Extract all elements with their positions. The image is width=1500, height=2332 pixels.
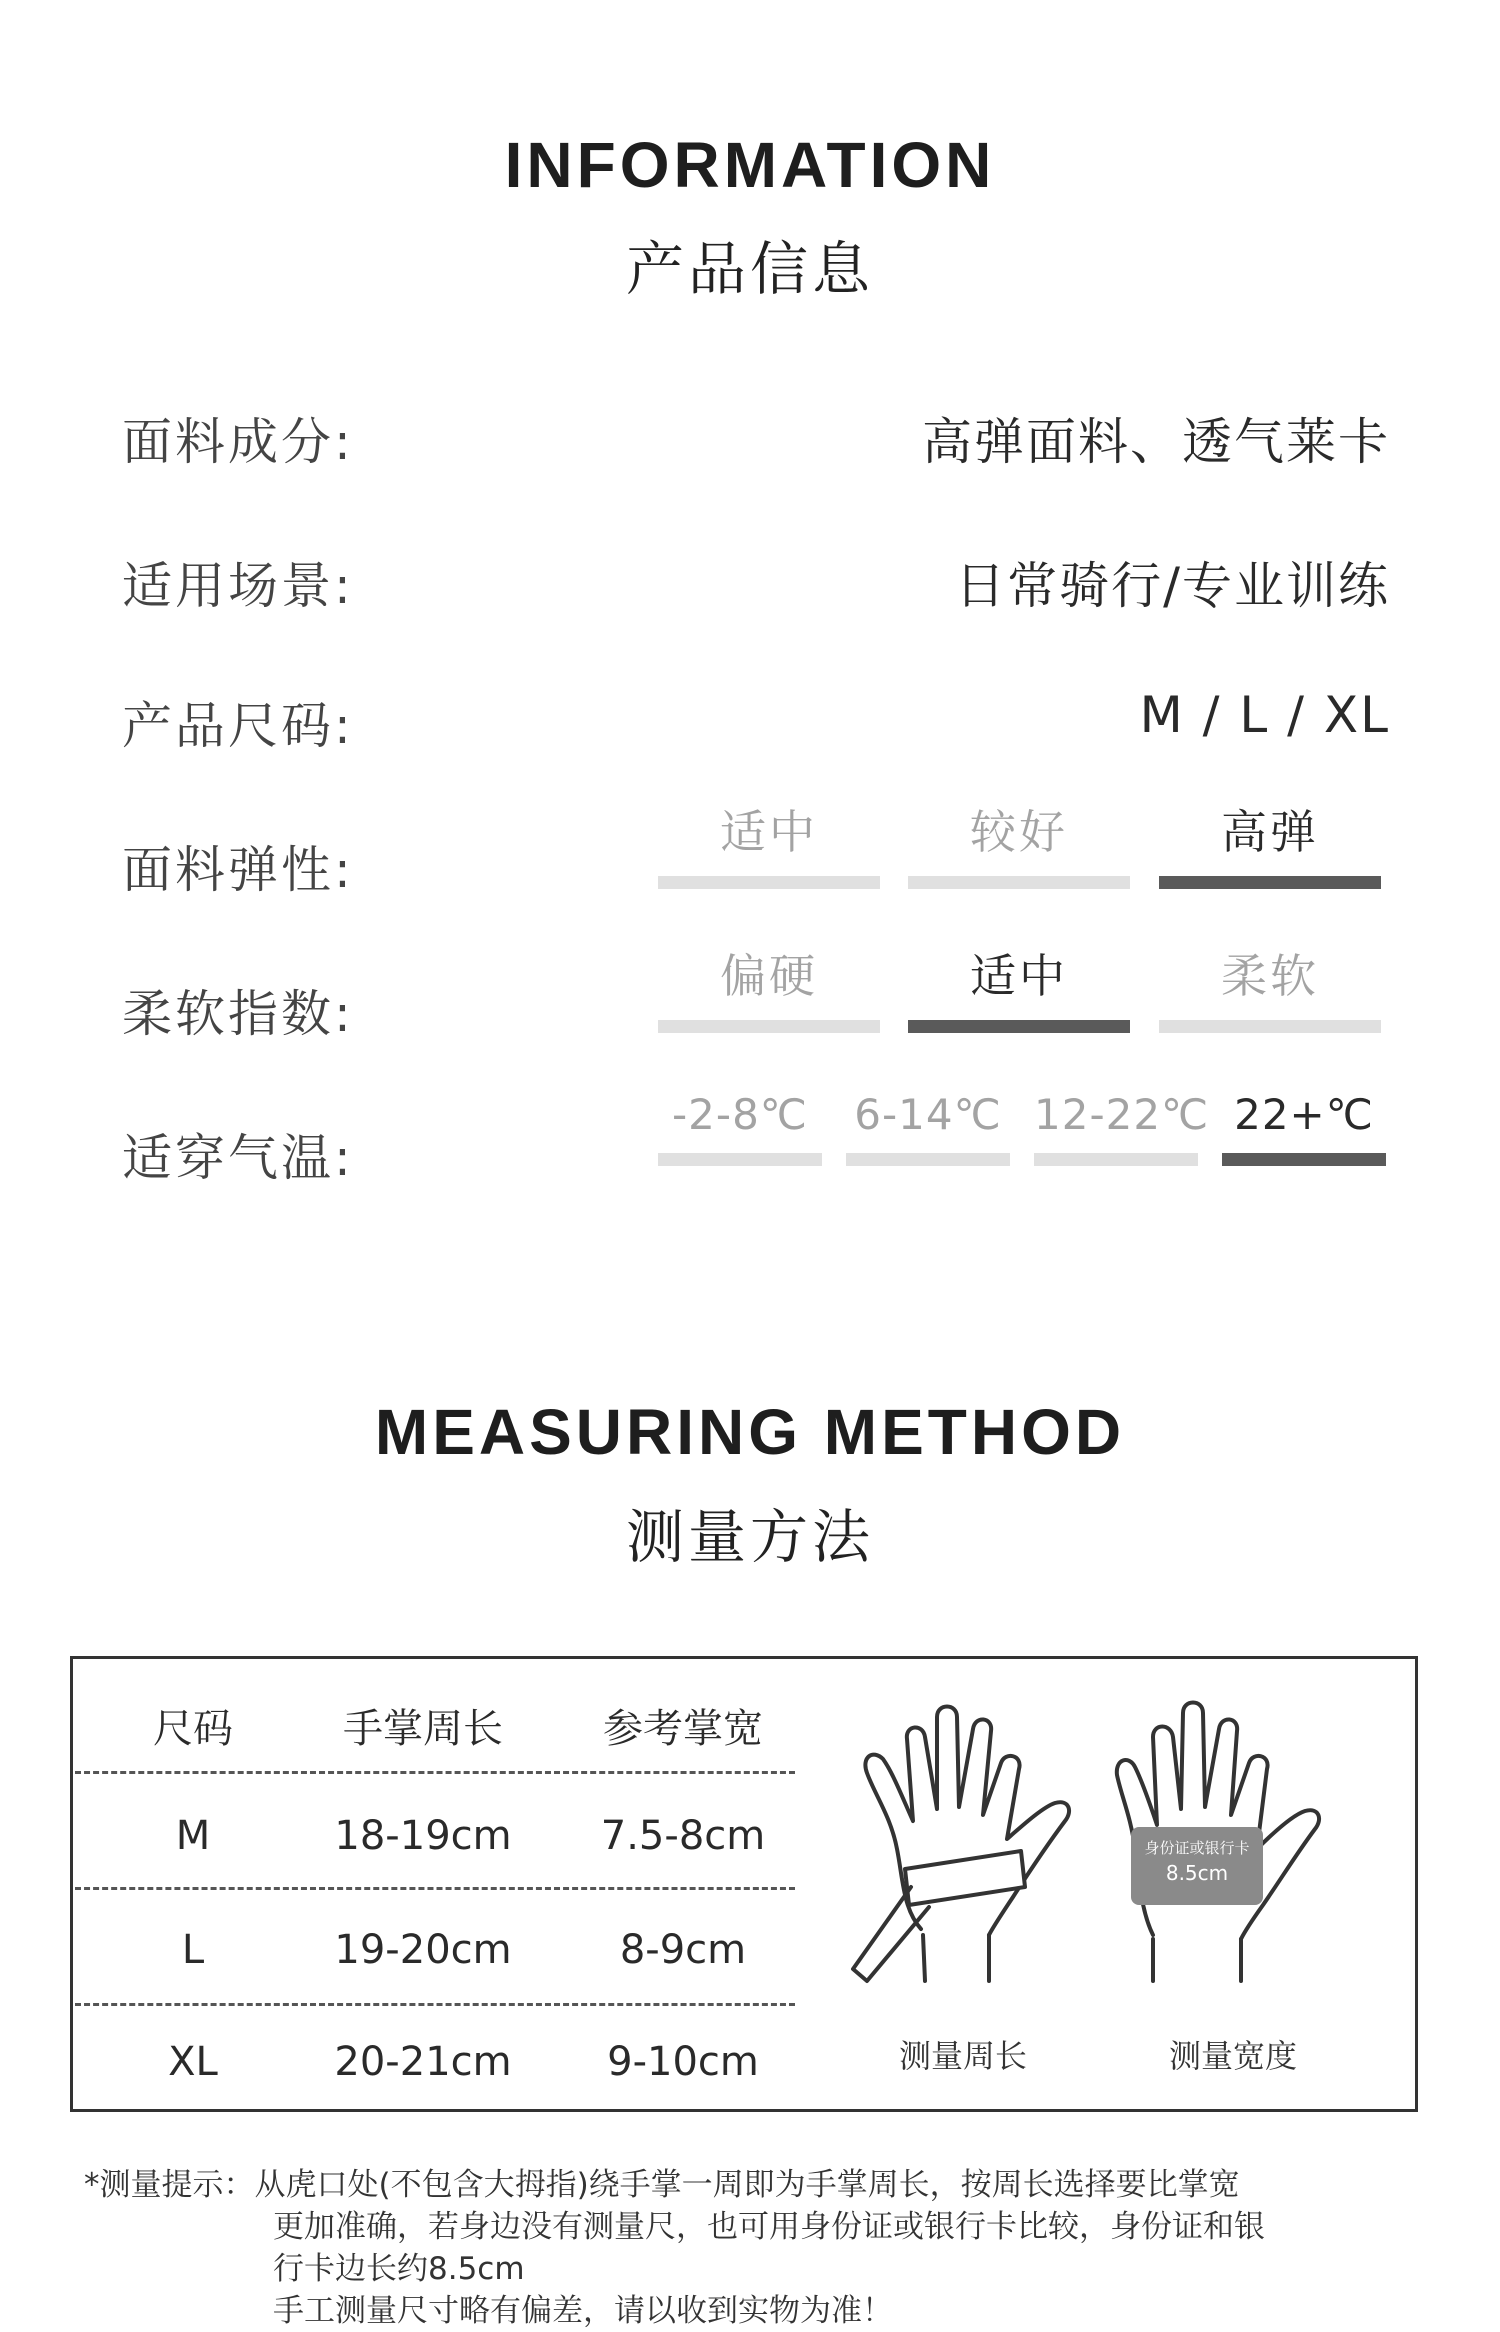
temperature-option-1 (658, 1090, 822, 1166)
elasticity-bar (1159, 876, 1381, 889)
cell-width: 8-9cm (619, 1927, 747, 1973)
temperature-option-label: 22+℃ (1234, 1090, 1374, 1139)
softness-option-label: 适中 (970, 949, 1068, 1003)
cell-size: M (175, 1813, 211, 1859)
information-title-cn: 产品信息 (625, 235, 874, 303)
softness-bar (658, 1020, 880, 1033)
cell-circumference: 20-21cm (334, 2039, 512, 2085)
card-label: 身份证或银行卡 (1144, 1839, 1250, 1857)
cell-width: 7.5-8cm (600, 1813, 766, 1859)
caption-width: 测量宽度 (1168, 2037, 1297, 2075)
softness-option-2 (908, 940, 1130, 1033)
header-size: 尺码 (153, 1706, 233, 1752)
hand-circumference-icon (833, 1699, 1093, 2029)
temperature-bar (658, 1153, 822, 1166)
softness-option-1 (658, 940, 880, 1033)
elasticity-label: 面料弹性: (122, 841, 354, 899)
card-size: 8.5cm (1165, 1861, 1229, 1885)
elasticity-bar (908, 876, 1130, 889)
elasticity-option-label: 较好 (970, 805, 1068, 859)
temperature-option-label: -2-8℃ (672, 1090, 808, 1139)
scene-value: 日常骑行/专业训练 (955, 557, 1390, 615)
elasticity-option-3 (1159, 796, 1381, 889)
header-circumference: 手掌周长 (343, 1706, 503, 1752)
cell-circumference: 19-20cm (334, 1927, 512, 1973)
temperature-option-label: 12-22℃ (1034, 1090, 1210, 1139)
temperature-option-3 (1034, 1090, 1210, 1166)
temperature-bar (846, 1153, 1010, 1166)
temperature-option-2 (846, 1090, 1010, 1166)
softness-bar (908, 1020, 1130, 1033)
softness-bar (1159, 1020, 1381, 1033)
elasticity-bar (658, 876, 880, 889)
measuring-title-cn: 测量方法 (625, 1503, 874, 1571)
size-value: M / L / XL (1139, 686, 1390, 744)
elasticity-option-label: 适中 (720, 805, 818, 859)
cell-size: L (181, 1927, 205, 1973)
size-chart (70, 1656, 1418, 2112)
row-divider (75, 2003, 795, 2006)
softness-option-label: 偏硬 (720, 949, 818, 1003)
tip-line: 手工测量尺寸略有偏差，请以收到实物为准！ (273, 2293, 893, 2329)
row-divider (75, 1887, 795, 1890)
temperature-bar (1222, 1153, 1386, 1166)
softness-option-3 (1159, 940, 1381, 1033)
temperature-label: 适穿气温: (122, 1129, 354, 1187)
row-divider (75, 1771, 795, 1774)
header-width: 参考掌宽 (603, 1706, 763, 1752)
cell-size: XL (168, 2039, 218, 2085)
scene-label: 适用场景: (122, 557, 354, 615)
elasticity-option-label: 高弹 (1221, 805, 1319, 859)
temperature-option-4 (1222, 1090, 1386, 1166)
tip-line: 更加准确，若身边没有测量尺，也可用身份证或银行卡比较，身份证和银 (273, 2209, 1265, 2245)
cell-width: 9-10cm (607, 2039, 759, 2085)
tip-line: *测量提示：从虎口处(不包含大拇指)绕手掌一周即为手掌周长，按周长选择要比掌宽 (84, 2167, 1240, 2203)
caption-circumference: 测量周长 (898, 2037, 1027, 2075)
fabric-label: 面料成分: (122, 413, 354, 471)
softness-option-label: 柔软 (1221, 949, 1319, 1003)
temperature-option-label: 6-14℃ (854, 1090, 1002, 1139)
measuring-title-en: MEASURING METHOD (374, 1396, 1126, 1468)
information-title-en: INFORMATION (504, 129, 996, 201)
temperature-bar (1034, 1153, 1198, 1166)
measuring-tip (84, 2164, 1424, 2332)
size-label: 产品尺码: (122, 697, 354, 755)
cell-circumference: 18-19cm (334, 1813, 512, 1859)
softness-label: 柔软指数: (122, 985, 354, 1043)
tip-line: 行卡边长约8.5cm (273, 2251, 525, 2287)
elasticity-option-2 (908, 796, 1130, 889)
elasticity-option-1 (658, 796, 880, 889)
fabric-value: 高弹面料、透气莱卡 (922, 413, 1390, 471)
